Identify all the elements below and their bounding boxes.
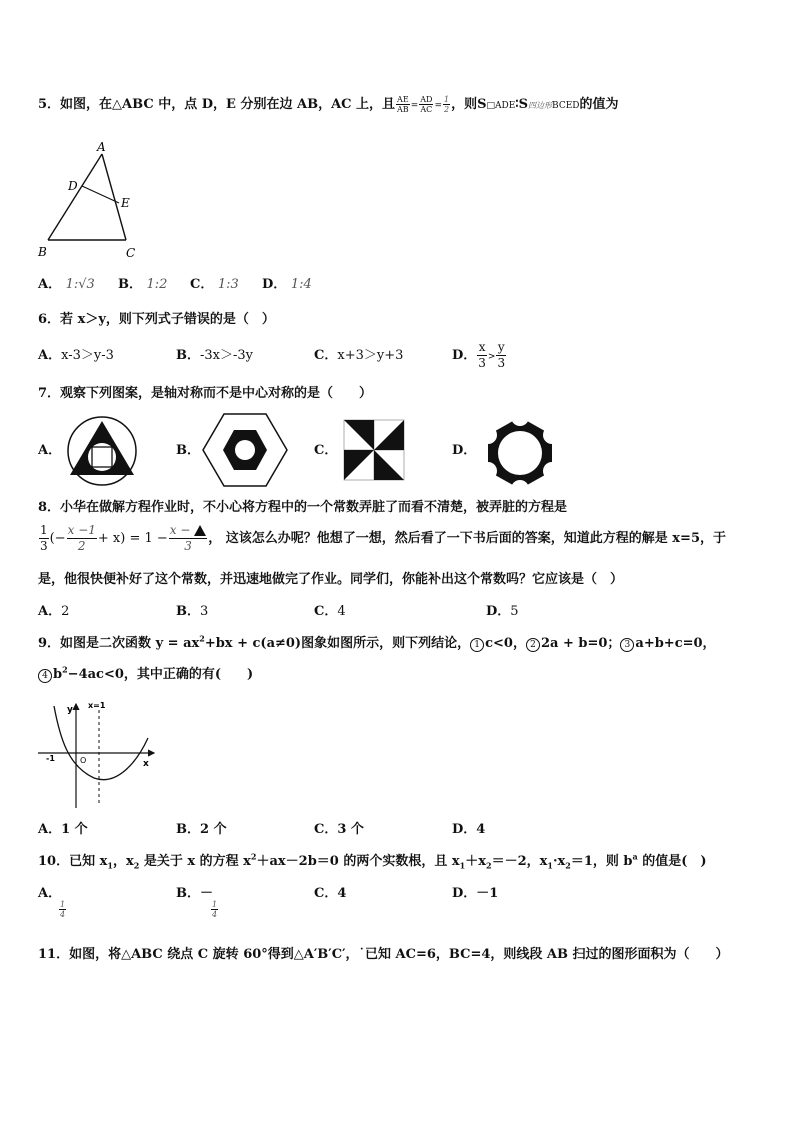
q9-option-a[interactable]: A．1 个 [38,822,88,837]
q10-option-b-fraction: $\frac{1}{4}$ [212,900,218,919]
q9-option-c[interactable]: C．3 个 [314,822,364,837]
q8-option-b[interactable]: B．3 [176,604,209,619]
fraction-one-third: $\frac{1}{3}$ [40,523,48,553]
graph-x-label: x [143,759,149,769]
question-9-line-1: 9．如图是二次函数 $y = ax^2+bx + c(a\ne 0)$图象如图所示，则下列结论， 1 c<0， 2 2a + b=0； 3 a+b+c=0， [38,633,716,651]
graph-minus-one-label: -1 [46,754,55,763]
question-9-line-2: 4 $b^2-4ac<0$，其中正确的有( ) [38,666,253,684]
question-6-stem: 6．若 x＞y，则下列式子错误的是（ ） [38,312,275,327]
question-5-stem: 5．如图，在△ABC 中，点 D，E 分别在边 AB，AC 上，且 $\frac{AE}{AB}$ = $\frac{AD}{AC}$ = $\frac{1}{2}$ ，则S□ADE∶S四边形BCED的值为 [38,95,619,114]
fraction-smudged-constant: $\frac{x -}{3}$ [169,523,207,554]
q5-option-d[interactable]: D． 1:4 [262,277,312,292]
pattern-d-hexagram-circle[interactable] [480,413,560,493]
q9-option-d[interactable]: D．4 [452,822,486,837]
circled-number-2: 2 [526,638,540,652]
vertex-label-c: C [126,246,136,260]
q7-option-a[interactable]: A． [38,443,62,458]
vertex-label-d: D [68,179,78,193]
question-10-stem: 10．已知 $x_1$，$x_2$ 是关于 x 的方程 $x^2+ax-2b=0$ 的两个实数根，且 $x_1+x_2=-2$，$x_1\cdot x_2=1$，则 $b^a$ 的值是( ) [38,851,707,871]
q8-option-d[interactable]: D．5 [486,604,519,619]
vertex-label-b: B [38,245,47,259]
pattern-b-hexagon[interactable] [200,410,290,490]
graph-y-label: y [67,705,73,715]
q8-option-a[interactable]: A．2 [38,604,70,619]
circled-number-1: 1 [470,638,484,652]
q10-option-a[interactable]: A． [38,886,62,901]
fraction-y-over-3: $\frac{y}{3}$ [497,340,506,370]
q5-option-a[interactable]: A． 1:√3 [38,277,95,292]
q10-option-b[interactable]: B．－ [176,886,213,901]
q5-option-c[interactable]: C． 1:3 [190,277,239,292]
parabola-graph [36,698,160,812]
fraction-ae-ab: $\frac{AE}{AB}$ [397,95,409,114]
q10-option-d[interactable]: D．－1 [452,886,499,901]
question-8-line-2: $\frac{1}{3}$ (− $\frac{x -1}{2}$ + x) = 1 − $\frac{x -}{3}$ ， 这该怎么办呢？他想了一想，然后看了一下书后面的答案，知道此方程的解是 x=5，于 [40,523,726,553]
triangle-abc-figure [30,140,150,265]
q6-option-a[interactable]: A．x-3＞y-3 [38,348,114,363]
pattern-c-pinwheel[interactable] [342,418,406,482]
fraction-x-over-3: $\frac{x}{3}$ [478,340,486,370]
q6-option-b[interactable]: B．-3x＞-3y [176,348,254,363]
circled-number-3: 3 [620,638,634,652]
circled-number-4: 4 [38,669,52,683]
question-11-stem: 11．如图，将△ABC 绕点 C 旋转 60°得到△A′B′C′，˙已知 AC=6，BC=4，则线段 AB 扫过的图形面积为（ ） [38,947,729,962]
fraction-ad-ac: $\frac{AD}{AC}$ [420,95,433,114]
vertex-label-a: A [97,140,106,154]
q7-option-c[interactable]: C． [314,443,338,458]
graph-axis-label: x=1 [88,701,106,710]
graph-origin-label: O [80,756,87,765]
q10-option-a-fraction: $\frac{1}{4}$ [60,900,66,919]
question-8-line-1: 8．小华在做解方程作业时，不小心将方程中的一个常数弄脏了而看不清楚，被弄脏的方程是 [38,500,568,515]
q7-option-d[interactable]: D． [452,443,477,458]
q5-option-b[interactable]: B． 1:2 [118,277,168,292]
fraction-one-half: $\frac{1}{2}$ [443,95,450,114]
q7-option-b[interactable]: B． [176,443,200,458]
pattern-a-circle-triangle[interactable] [64,413,140,489]
q6-option-d[interactable]: D． $\frac{x}{3}$ > $\frac{y}{3}$ [452,340,506,370]
fraction-x-minus-1-over-2: $\frac{x -1}{2}$ [67,523,96,553]
vertex-label-e: E [121,196,130,210]
question-8-line-3: 是，他很快便补好了这个常数，并迅速地做完了作业。同学们，你能补出这个常数吗？它应该是（ ） [38,572,624,587]
question-7-stem: 7．观察下列图案，是轴对称而不是中心对称的是（ ） [38,386,373,401]
q6-option-c[interactable]: C．x+3＞y+3 [314,348,404,363]
q10-option-c[interactable]: C．4 [314,886,347,901]
q9-option-b[interactable]: B．2 个 [176,822,227,837]
q8-option-c[interactable]: C．4 [314,604,346,619]
smudge-triangle-icon [194,525,206,536]
